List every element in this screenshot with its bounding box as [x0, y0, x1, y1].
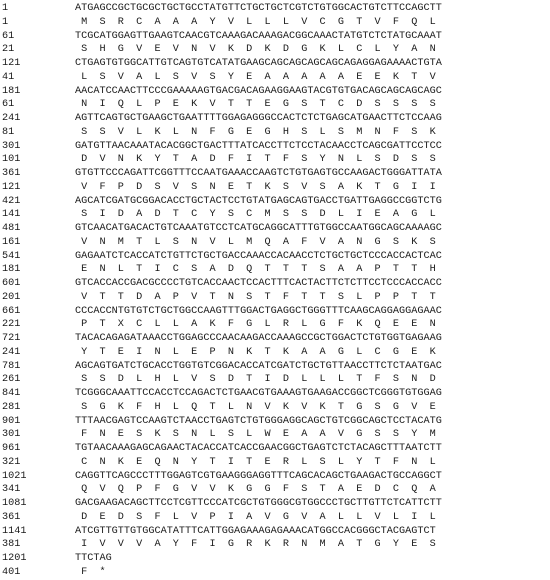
- nucleotide-position: 901: [2, 415, 21, 427]
- nucleotide-position: 841: [2, 388, 21, 399]
- amino-acid-row: [2, 318, 548, 332]
- nucleotide-position: 541: [2, 250, 21, 262]
- amino-acid-sequence: F *: [81, 566, 106, 578]
- amino-acid-position: 261: [2, 374, 21, 386]
- amino-acid-sequence: P T X C L L A K F G L R L G F K Q E E N: [81, 319, 436, 331]
- amino-acid-row: [2, 346, 548, 360]
- amino-acid-position: 141: [2, 209, 21, 221]
- nucleotide-position: 121: [2, 58, 21, 69]
- amino-acid-position: 321: [2, 456, 21, 468]
- amino-acid-row: [2, 153, 548, 167]
- amino-acid-position: 1: [2, 16, 9, 28]
- nucleotide-sequence: CCCACCNTGTGTCTGCTGGCCAAGTTTGGACTGAGGCTGGGTTTCAAGCAGGAGGAGAAC: [75, 305, 442, 317]
- amino-acid-row: [2, 16, 548, 30]
- nucleotide-row: [2, 57, 548, 71]
- nucleotide-position: 661: [2, 305, 21, 317]
- amino-acid-position: 381: [2, 539, 21, 551]
- nucleotide-row: [2, 250, 548, 264]
- nucleotide-position: 241: [2, 113, 21, 124]
- nucleotide-sequence: AGCAGTGATCTGCACCTGGTGTCGGACACCATCGATCTGCTGTTAACCTTCTCTAATGAC: [75, 360, 442, 372]
- amino-acid-sequence: N I Q L P E K V T T E G S T C D S S S S: [81, 99, 436, 111]
- amino-acid-position: 241: [2, 346, 21, 358]
- amino-acid-row: [2, 401, 548, 415]
- amino-acid-sequence: F N E S K S N L S L W E A A V G S S Y M: [81, 429, 436, 441]
- amino-acid-sequence: M S R C A A A Y V L L L V C G T V F Q L: [81, 16, 436, 28]
- amino-acid-position: 41: [2, 71, 15, 83]
- amino-acid-row: [2, 291, 548, 305]
- nucleotide-sequence: GTGTTCCCAGATTCGGTTTCCAATGAAACCAAGTCTGTGAGTGCCAAGACTGGGATTATA: [75, 168, 442, 179]
- nucleotide-row: [2, 195, 548, 209]
- amino-acid-row: [2, 263, 548, 277]
- amino-acid-sequence: S I D A D T C Y S C M S S D L I E A G L: [81, 209, 436, 221]
- nucleotide-position: 781: [2, 360, 21, 372]
- nucleotide-row: [2, 332, 548, 346]
- nucleotide-position: 421: [2, 195, 21, 207]
- amino-acid-row: [2, 126, 548, 140]
- amino-acid-position: 201: [2, 291, 21, 303]
- amino-acid-sequence: S S D L H L V S D T I D L L L T F S N D: [81, 374, 436, 386]
- amino-acid-row: [2, 483, 548, 497]
- amino-acid-position: 401: [2, 566, 21, 578]
- amino-acid-sequence: S G K F H L Q T L N V K V K T G S G V E: [81, 401, 436, 413]
- nucleotide-position: 61: [2, 30, 15, 42]
- nucleotide-position: 1201: [2, 553, 27, 564]
- nucleotide-position: 301: [2, 140, 21, 152]
- nucleotide-sequence: GTCAACATGACACTGTCAAATGTCCTCATGCAGGCATTTGTGGCCAATGGCAGCAAAAGC: [75, 223, 442, 234]
- nucleotide-sequence: ATCGTTGTTGTGGCATATTTCATTGGAGAAAGAGAAACATGGCCACGGGCTACGAGTCT: [75, 525, 436, 537]
- nucleotide-position: 361: [2, 168, 21, 179]
- nucleotide-row: [2, 167, 548, 181]
- amino-acid-row: [2, 456, 548, 470]
- amino-acid-row: [2, 208, 548, 222]
- nucleotide-sequence: CAGGTTCAGCCCTTTGGAGTCGTGAAGGGAGGTTTCAGCACAGCTGAAGACTGCCAGGCT: [75, 470, 442, 482]
- amino-acid-sequence: L S V A L S V S Y E A A A A A E E K T V: [81, 71, 436, 83]
- amino-acid-position: 81: [2, 126, 15, 138]
- amino-acid-position: 221: [2, 319, 21, 331]
- nucleotide-sequence: ATGAGCCGCTGCGCTGCTGCCTATGTTCTGCTGCTCGTCTGTGGCACTGTCTTCCAGCTT: [75, 3, 442, 14]
- nucleotide-sequence: CTGAGTGTGGCATTGTCAGTGTCATATGAAGCAGCAGCAGCAGCAGAGGAGAAAACTGTA: [75, 58, 442, 69]
- nucleotide-position: 481: [2, 223, 21, 234]
- nucleotide-sequence: AGCATCGATGCGGACACCTGCTACTCCTGTATGAGCAGTGACCTGATTGAGGCCGGTCTG: [75, 195, 442, 207]
- nucleotide-row: [2, 415, 548, 429]
- nucleotide-sequence: AGTTCAGTGCTGAAGCTGAATTTTGGAGAGGGCCACTCTCTGAGCATGAACTTCTCCAAG: [75, 113, 442, 124]
- amino-acid-position: 281: [2, 401, 21, 413]
- amino-acid-position: 21: [2, 44, 15, 56]
- amino-acid-sequence: E N L T I C S A D Q T T T S A A P T T H: [81, 264, 436, 276]
- nucleotide-sequence: GACGAAGACAGCTTCCTCGTTCCCATCGCTGTGGGCGTGGCCCTGCTTGTTCTCATTCTT: [75, 498, 442, 509]
- nucleotide-sequence: GTCACCACCGACGCCCCTGTCACCAACTCCACTTTCACTACTTCTCTTCCTCCCACCACC: [75, 278, 442, 289]
- nucleotide-position: 721: [2, 333, 21, 344]
- nucleotide-position: 1141: [2, 525, 27, 537]
- nucleotide-sequence: AACATCCAACTTCCCGAAAAAGTGACGACAGAAGGAAGTACGTGTGACAGCAGCAGCAGC: [75, 85, 442, 97]
- amino-acid-row: [2, 181, 548, 195]
- amino-acid-position: 61: [2, 99, 15, 111]
- nucleotide-sequence: GATGTTAACAAATACACGGCTGACTTTATCACCTTCTCCTACAACCTCAGCGATTCCTCC: [75, 140, 442, 152]
- nucleotide-position: 1081: [2, 498, 27, 509]
- amino-acid-row: [2, 43, 548, 57]
- nucleotide-sequence: TACACAGAGATAAACCTGGAGCCCAACAAGACCAAAGCCGCTGGACTCTGTGGTGAGAAG: [75, 333, 442, 344]
- nucleotide-row: [2, 442, 548, 456]
- nucleotide-sequence: GAGAATCTCACCATCTGTTCTGCTGACCAAACCACAACCTCTGCTGCTCCCACCACTCAC: [75, 250, 442, 262]
- sequence-alignment: [2, 2, 548, 580]
- nucleotide-row: [2, 360, 548, 374]
- nucleotide-sequence: TTTAACGAGTCCAAGTCTAACCTGAGTCTGTGGGAGGCAGCTGTCGGCAGCTCCTACATG: [75, 415, 442, 427]
- nucleotide-row: [2, 470, 548, 484]
- nucleotide-row: [2, 497, 548, 511]
- nucleotide-row: [2, 277, 548, 291]
- nucleotide-row: [2, 525, 548, 539]
- amino-acid-position: 161: [2, 236, 21, 248]
- amino-acid-row: [2, 538, 548, 552]
- amino-acid-row: [2, 236, 548, 250]
- nucleotide-position: 961: [2, 443, 21, 454]
- nucleotide-sequence: TTCTAG: [75, 553, 112, 564]
- nucleotide-row: [2, 140, 548, 154]
- amino-acid-row: [2, 98, 548, 112]
- amino-acid-row: [2, 566, 548, 580]
- amino-acid-sequence: V F P D S V S N E T K S V S A K T G I I: [81, 181, 436, 193]
- amino-acid-position: 341: [2, 484, 21, 496]
- nucleotide-sequence: TGTAACAAAGAGCAGAACTACACCATCACCGAACGGCTGAGTCTCTACAGCTTTAATCTT: [75, 443, 442, 454]
- amino-acid-sequence: D V N K Y T A D F I T F S Y N L S D S S: [81, 154, 436, 166]
- nucleotide-row: [2, 2, 548, 16]
- nucleotide-row: [2, 85, 548, 99]
- nucleotide-position: 1021: [2, 470, 27, 482]
- amino-acid-sequence: S H G V E V N V K D K D G K L C L Y A N: [81, 44, 436, 56]
- amino-acid-sequence: C N K E Q N Y T I T E R L S L Y T F N L: [81, 456, 436, 468]
- nucleotide-row: [2, 112, 548, 126]
- nucleotide-row: [2, 552, 548, 566]
- amino-acid-sequence: V N M T L S N V L M Q A F V A N G S K S: [81, 236, 436, 248]
- nucleotide-position: 1: [2, 3, 9, 14]
- nucleotide-position: 601: [2, 278, 21, 289]
- nucleotide-row: [2, 387, 548, 401]
- nucleotide-row: [2, 305, 548, 319]
- amino-acid-row: [2, 71, 548, 85]
- amino-acid-sequence: V T T D A P V T N S T F T T S L P P T T: [81, 291, 436, 303]
- nucleotide-row: [2, 222, 548, 236]
- nucleotide-sequence: TCGCATGGAGTTGAAGTCAACGTCAAAGACAAAGACGGCAAACTATGTCTCTATGCAAAT: [75, 30, 442, 42]
- amino-acid-row: [2, 373, 548, 387]
- amino-acid-sequence: I V V V A Y F I G R K R N M A T G Y E S: [81, 539, 436, 551]
- nucleotide-position: 181: [2, 85, 21, 97]
- amino-acid-sequence: S S V L K L N F G E G H S L S M N F S K: [81, 126, 436, 138]
- amino-acid-sequence: D E D S F L V P I A V G V A L L V L I L: [81, 511, 436, 523]
- amino-acid-row: [2, 511, 548, 525]
- amino-acid-position: 181: [2, 264, 21, 276]
- amino-acid-position: 121: [2, 181, 21, 193]
- nucleotide-row: [2, 30, 548, 44]
- amino-acid-row: [2, 428, 548, 442]
- amino-acid-position: 361: [2, 511, 21, 523]
- amino-acid-position: 301: [2, 429, 21, 441]
- amino-acid-sequence: Q V Q P F G V V K G G F S T A E D C Q A: [81, 484, 436, 496]
- nucleotide-sequence: TCGGGCAAATTCCACCTCCAGACTCTGAACGTGAAAGTGAAGACCGGCTCGGGTGTGGAG: [75, 388, 442, 399]
- amino-acid-sequence: Y T E I N L E P N K T K A A G L C G E K: [81, 346, 436, 358]
- amino-acid-position: 101: [2, 154, 21, 166]
